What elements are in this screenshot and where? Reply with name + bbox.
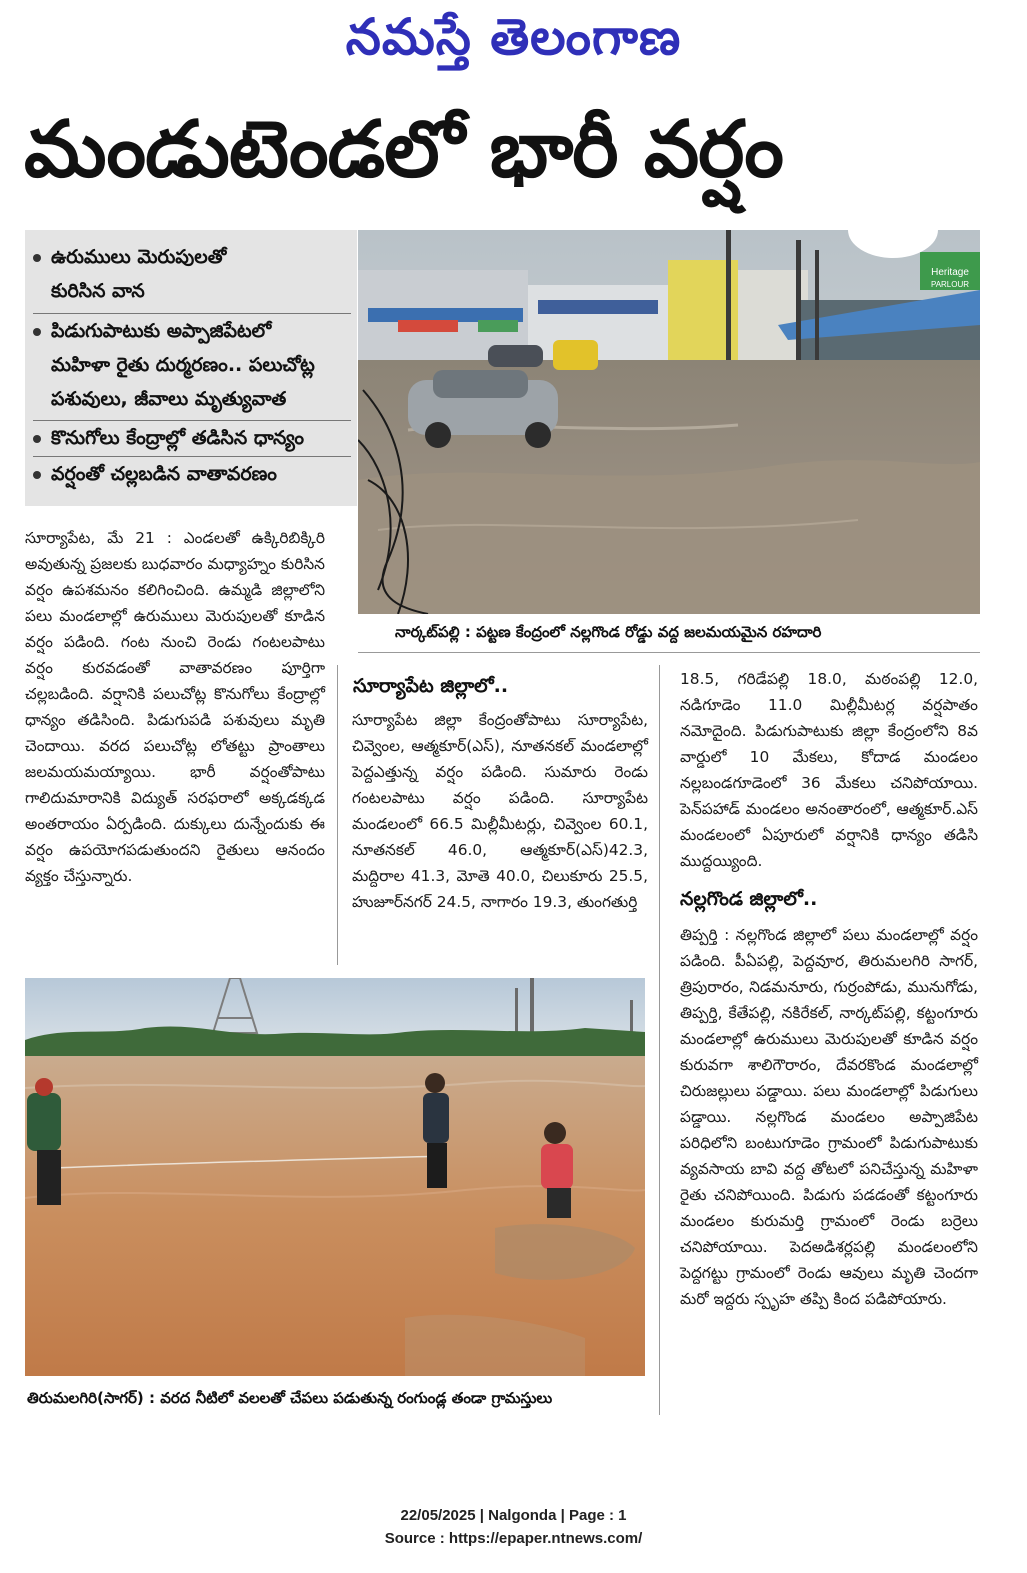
column-rule xyxy=(659,665,660,1415)
newspaper-masthead: నమస్తే తెలంగాణ xyxy=(345,8,682,66)
photo1-caption: నార్కట్‌పల్లి : పట్టణ కేంద్రంలో నల్లగొండ రోడ్డు వద్ద జలమయమైన రహదారి xyxy=(395,623,822,641)
highlight-item: వర్షంతో చల్లబడిన వాతావరణం xyxy=(33,457,351,491)
bullet-icon xyxy=(33,254,41,262)
intro-paragraph: సూర్యాపేట, మే 21 : ఎండలతో ఉక్కిరిబిక్కిరి అవుతున్న ప్రజలకు బుధవారం మధ్యాహ్నం కురిసిన వర్షం ఉపశమనం కలిగించింది. ఉమ్మడి జిల్లాలోని పలు మండలాల్లో ఉరుములు మెరుపులతో కూడిన వర్షం పడింది. గంట నుంచి రెండు గంటలపాటు వర్షం కురవడంతో వాతావరణం పూర్తిగా చల్లబడింది. వర్షానికి పలుచోట్ల కొనుగోలు కేంద్రాల్లో ధాన్యం తడిసింది. పిడుగుపడి పశువులు మృతి చెందాయి. వరద పలుచోట్ల లోతట్టు ప్రాంతాలు జలమయమయ్యాయి. భారీ వర్షంతోపాటు గాలిదుమారానికి విద్యుత్ సరఫరాలో అక్కడక్కడ అంతరాయం ఏర్పడింది. దుక్కులు దున్నేందుకు ఈ వర్షం ఉపయోగపడుతుందని రైతులు ఆనందం వ్యక్తం చేస్తున్నారు. xyxy=(25,529,325,885)
highlight-item: కొనుగోలు కేంద్రాల్లో తడిసిన ధాన్యం xyxy=(33,421,351,455)
shop-sign-left: Heritage xyxy=(931,267,969,278)
caption-rule xyxy=(358,652,980,653)
highlight-item: ఉరుములు మెరుపులతో కురిసిన వాన xyxy=(33,240,351,308)
fishing-flood-photo xyxy=(25,978,645,1376)
bullet-icon xyxy=(33,471,41,479)
bullet-icon xyxy=(33,435,41,443)
bullet-icon xyxy=(33,328,41,336)
footer-source-link[interactable]: Source : https://epaper.ntnews.com/ xyxy=(384,1530,643,1547)
nalgonda-article: తిప్పర్తి : నల్లగొండ జిల్లాలో పలు మండలాల్లో వర్షం పడింది. పీఏపల్లి, పెద్దవూర, తిరుమలగిరి సాగర్, త్రిపురారం, నిడమనూరు, గుర్రంపోడు, మునుగోడు, తిప్పర్తి, కేతేపల్లి, నకిరేకల్, నార్కట్‌పల్లి, కట్టంగూరు మండలాల్లో ఉరుములు మెరుపులతో కూడిన వర్షం కురువగా శాలిగౌరారం, దేవరకొండ మండలాల్లో చిరుజల్లులు పడ్డాయి. పలు మండలాల్లో పిడుగులు పడ్డాయి. నల్లగొండ మండలం అప్పాజిపేట పరిధిలోని బంటుగూడెం గ్రామంలో పిడుగుపాటుకు వ్యవసాయ బావి వద్ద తోటలో పనిచేస్తున్న మహిళా రైతు చనిపోయింది. పిడుగు పడడంతో కట్టంగూరు మండలం కురుమర్తి గ్రామంలో రెండు బర్రెలు చనిపోయాయి. పెదఅడిశర్లపల్లి మండలంలోని పెద్దగట్టు గ్రామంలో రెండు ఆవులు మృతి చెందగా మరో ఇద్దరు స్పృహ తప్పి కింద పడిపోయారు. xyxy=(680,926,978,1308)
suryapet-heading: సూర్యాపేట జిల్లాలో.. xyxy=(353,675,509,697)
footer-date-page: 22/05/2025 | Nalgonda | Page : 1 xyxy=(400,1507,627,1524)
highlights-box xyxy=(25,230,357,506)
suryapet-article: సూర్యాపేట జిల్లా కేంద్రంతోపాటు సూర్యాపేట, చివ్వెంల, ఆత్మకూర్(ఎస్), నూతనకల్ మండలాల్లో పెద్దఎత్తున్న వర్షం పడింది. సుమారు రెండు గంటలపాటు వర్షం పడింది. సూర్యాపేట మండలంలో 66.5 మిల్లీమీటర్లు, చివ్వెంల 60.1, నూతనకల్ 46.0, ఆత్మకూర్(ఎస్)42.3, మద్దిరాల 41.3, మోతె 40.0, చిలుకూరు 25.5, హుజూర్‌నగర్ 24.5, నాగారం 19.3, తుంగతుర్తి xyxy=(352,711,648,911)
nalgonda-heading: నల్లగొండ జిల్లాలో.. xyxy=(680,888,818,910)
shop-sign-right: PARLOUR xyxy=(930,280,970,289)
photo2-caption: తిరుమలగిరి(సాగర్) : వరద నీటిలో వలలతో చేపలు పడుతున్న రంగుండ్ల తండా గ్రామస్తులు xyxy=(27,1389,553,1407)
highlight-item: పిడుగుపాటుకు అప్పాజిపేటలో మహిళా రైతు దుర్మరణం.. పలుచోట్ల పశువులు, జీవాలు మృత్యువాత xyxy=(33,314,351,416)
page-headline: మండుటెండలో భారీ వర్షం xyxy=(24,105,783,195)
column-rule xyxy=(337,665,338,965)
flooded-road-photo xyxy=(358,230,980,614)
right-column-text: 18.5, గరిడేపల్లి 18.0, మఠంపల్లి 12.0, నడిగూడెం 11.0 మిల్లీమీటర్ల వర్షపాతం నమోదైంది. పిడుగుపాటుకు జిల్లా కేంద్రంలోని 8వ వార్డులో 10 మేకలు, కోదాడ మండలం నల్లబండగూడెంలో 36 మేకలు చనిపోయాయి. పెన్‌పహాడ్ మండలం అనంతారంలో, ఆత్మకూర్.ఎస్ మండలంలో ఏపూరులో వర్షానికి ధాన్యం తడిసి ముద్దయ్యింది. xyxy=(680,670,978,870)
